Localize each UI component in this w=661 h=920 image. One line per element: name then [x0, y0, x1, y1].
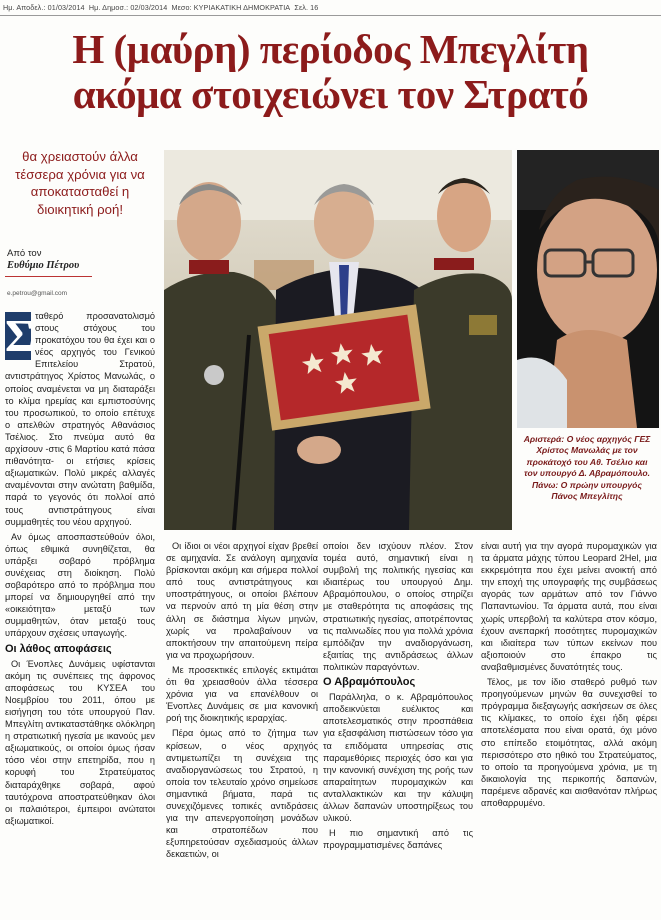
side-photo — [517, 150, 659, 428]
source: Μεσο: ΚΥΡΙΑΚΑΤΙΚΗ ΔΗΜΟΚΡΑΤΙΑ — [171, 3, 291, 12]
author-email: e.petrou@gmail.com — [7, 290, 68, 297]
subhead-wrong-decisions: Οι λάθος αποφάσεις — [5, 642, 112, 655]
author-name: Ευθύμιο Πέτρου — [7, 260, 80, 271]
column-4-paragraph: είναι αυτή για την αγορά πυρομαχικών για τα άρματα μάχης τύπου Leopard 2Hel, μια εκκρεμότητα που έχει μείνει ανοικτή από την εποχή της υπογραφής της συμβάσεως αγοράς των αρμάτων από τον Γιάννο Παπαντωνίου. Τα άρματα αυτά, που είναι χωρίς υπερβολή τα καλύτερα στον κόσμο, έχουν ανεπαρκή ποσότητες πυρομαχικών και ιδιαίτερα των τύπων εκείνων που αξιοποιούν στο έπακρο τις αναβαθμισμένες δυνατότητές τους. — [481, 541, 657, 672]
side-photo-illustration — [517, 150, 659, 428]
column-1 — [5, 310, 155, 830]
column-4 — [481, 540, 657, 812]
column-3 — [323, 540, 473, 854]
column-2 — [166, 540, 318, 863]
author-underline — [5, 276, 92, 277]
drop-cap: Σ — [5, 310, 36, 361]
meta-divider — [0, 15, 661, 16]
headline-line-1: Η (μαύρη) περίοδος Μπεγλίτη — [72, 26, 589, 72]
headline — [0, 27, 661, 117]
column-3-paragraph: Η πιο σημαντική από τις προγραμματισμένες δαπάνες — [323, 828, 473, 851]
column-1-paragraph: Οι Ένοπλες Δυνάμεις υφίστανται ακόμη τις συνέπειες της άφρονος αποφάσεως του ΚΥΣΕΑ του Νοεμβρίου του 2011, όπου με εισήγηση του τότε υπουργού Παν. Μπεγλίτη αντικαταστάθηκε ολόκληρη η στρατιωτική ηγεσία με ικανούς μεν αξιωματικούς, οι οποίοι όμως ήσαν τόσο νέοι στην επετηρίδα, που η κορυφή του Στρατεύματος διαταράχθηκε σοβαρά, αφού ταυτόχρονα αποστρατεύθηκαν όλοι οι παλαιότεροι, έμπειροι ανώτατοι αξιωματικοί. — [5, 658, 155, 826]
column-2-paragraph: Με προσεκτικές επιλογές εκτιμάται ότι θα χρειασθούν άλλα τέσσερα χρόνια για να επανέλθουν οι Ένοπλες Δυνάμεις σε μια κανονική ροή της διοικητικής ιεραρχίας. — [166, 664, 318, 724]
clipping-meta-bar — [3, 3, 658, 12]
photo-caption: Αριστερά: Ο νέος αρχηγός ΓΕΣ Χρίστος Μανωλάς με τον προκάτοχό του Αθ. Τσέλιο και τον υπουργό Δ. Αβραμόπουλο. Πάνω: Ο πρώην υπουργός Πάνος Μπεγλίτης — [523, 434, 651, 502]
column-3-paragraph: οποίοι δεν ισχύουν πλέον. Στον τομέα αυτό, σημαντική είναι η συμβολή της πολιτικής ηγεσίας και ιδιαιτέρως του υπουργού Δημ. Αβραμόπουλου, ο οποίος στηρίζει με σταθερότητα τις αποφάσεις της στρατιωτικής ηγεσίας, αποτρέποντας τις παλινωδίες που για πολλά χρόνια εμπόδιζαν την αναδιοργάνωση, εξαιτίας της αντιδράσεως άλλων πολιτικών παραγόντων. — [323, 541, 473, 672]
column-3-paragraph: Παράλληλα, ο κ. Αβραμόπουλος αποδεικνύεται ευέλικτος και αποτελεσματικός στην προσπάθεια για εξασφάλιση πιστώσεων τόσο για τα επιδόματα υπηρεσίας στις παραμεθόριες περιοχές όσο και για την κανονική συνέχιση της ροής των απαραίτητων πυρομαχικών και ανταλλακτικών και την κάλυψη άλλων δαπανών υποστηρίξεως του υλικού. — [323, 692, 473, 824]
headline-line-2: ακόμα στοιχειώνει τον Στρατό — [72, 71, 589, 117]
main-photo — [164, 150, 512, 530]
main-photo-illustration — [164, 150, 512, 530]
column-1-paragraph: ταθερό προσανατολισμό στους στόχους του προκατόχου του θα έχει και ο νέος αρχηγός του Γενικού Επιτελείου Στρατού, αντιστράτηγος Χρίστος Μανωλάς, ο οποίος αναμένεται να μη διαταράξει το κλίμα ηρεμίας και εμπιστοσύνης του προσωπικού, το οποίο επέτυχε ο απελθών στρατηγός Αθανάσιος Τσέλιος. Στο πνεύμα αυτό θα αρχίσουν -στις 6 Μαρτίου κατά πάσα πιθανότητα- οι ετήσιες κρίσεις αξιωματικών. Πολύ μικρές αλλαγές αναμένονται στην ανώτατη βαθμίδα, παρά το γεγονός ότι πολλοί από τους αντιστράτηγους είναι συμμαθητές του νέου αρχηγού. — [5, 311, 155, 527]
standfirst: θα χρειαστούν άλλα τέσσερα χρόνια για να αποκατασταθεί η διοικητική ροή! — [15, 149, 145, 217]
issue-date: Ημ. Δημοσ.: 02/03/2014 — [88, 3, 168, 12]
column-4-paragraph: Τέλος, με τον ίδιο σταθερό ρυθμό των προηγούμενων μηνών θα συνεχισθεί το πρόγραμμα διεξαγωγής ασκήσεων σε όλες τις κλίμακες, το οποίο έχει ήδη φέρει αποτελέσματα που είναι ορατά, όχι μόνο στο επίπεδο ετοιμότητας, αλλά ακόμη περισσότερο στο ηθικό του Στρατεύματος, το οποίο τα προηγούμενα χρόνια, με τη δικαιολογία της περικοπής δαπανών, παρέμενε αδρανές και αισθανόταν πλήρως αποθαρρυμένο. — [481, 677, 657, 808]
author-label: Από τον — [7, 248, 42, 259]
pub-date: Ημ. Αποδελ.: 01/03/2014 — [3, 3, 85, 12]
column-2-paragraph: Πέρα όμως από το ζήτημα των κρίσεων, ο νέος αρχηγός αντιμετωπίζει τη συνέχεια της αναδιοργανώσεως του Στρατού, η οποία τον τελευταίο χρόνο σημείωσε σημαντικά βήματα, παρά τις συνεχιζόμενες τοπικές αντιδράσεις για την απενεργοποίηση μονάδων και στρατοπέδων που εξυπηρετούσαν σχεδιασμούς άλλων δεκαετιών, οι — [166, 728, 318, 860]
column-1-paragraph: Αν όμως αποσπαστεύθούν όλοι, όπως εθιμικά συνηθίζεται, θα υπάρξει σοβαρό πρόβλημα συνέχειας στη διοίκηση. Πολύ σοβαρότερο από το πρόβλημα που μπορεί να δημιουργηθεί από την «οικειότητα» μεταξύ των συμμαθητών, όταν μεταξύ τους υπάρχουν σχέσεις υπαγωγής. — [5, 531, 155, 639]
page-number: Σελ. 16 — [294, 3, 319, 12]
subhead-avramopoulos: Ο Αβραμόπουλος — [323, 676, 416, 689]
column-2-paragraph: Οι ίδιοι οι νέοι αρχηγοί είχαν βρεθεί σε αμηχανία. Σε ανάλογη αμηχανία βρίσκονται ακόμη και σήμερα πολλοί από τους αντιστράτηγους και υποστράτηγους, οι οποίοι βλέπουν να περνούν από τη μία θέση στην άλλη σε διάστημα λίγων μηνών, χωρίς να προλαβαίνουν να αποκτήσουν την απαιτούμενη πείρα για να προχωρήσουν. — [166, 541, 318, 660]
